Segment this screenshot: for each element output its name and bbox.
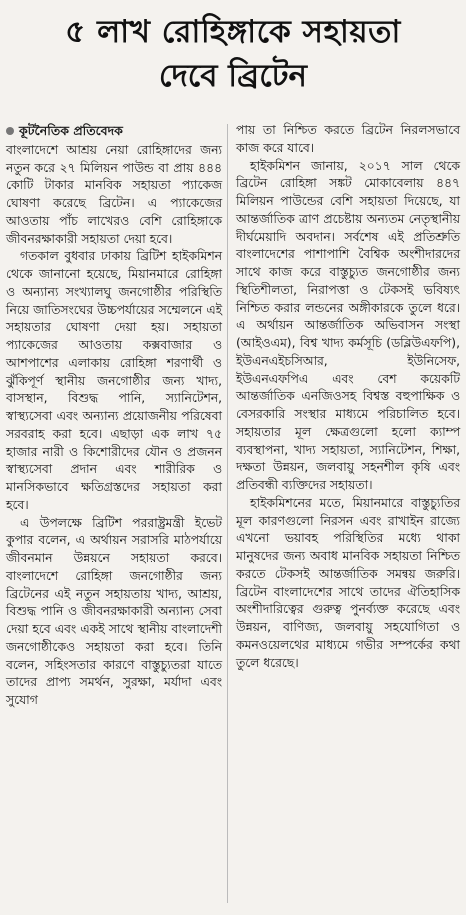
headline <box>0 10 466 98</box>
bottom-strip <box>0 903 466 915</box>
byline-text: কূটনৈতিক প্রতিবেদক <box>19 123 123 138</box>
bullet-icon <box>6 127 14 135</box>
paragraph: হাইকমিশন জানায়, ২০১৭ সাল থেকে ব্রিটেন রোহিঙ্গা সঙ্কট মোকাবেলায় ৪৪৭ মিলিয়ন পাউন্ডের বেশি সহায়তা দিয়েছে, যা আন্তর্জাতিক ত্রাণ প্রচেষ্টায় অন্যতম নেতৃস্থানীয় দীর্ঘমেয়াদি অবদান। সর্বশেষ এই প্রতিশ্রুতি বাংলাদেশের পাশাপাশি বৈশ্বিক অংশীদারদের সাথে কাজ করে বাস্তুচ্যুত জনগোষ্ঠীর জন্য স্থিতিশীলতা, নিরাপত্তা ও টেকসই ভবিষ্যৎ নিশ্চিত করার লন্ডনের অঙ্গীকারকে তুলে ধরে। এ অর্থায়ন আন্তর্জাতিক অভিবাসন সংস্থা (আইওএম), বিশ্ব খাদ্য কর্মসূচি (ডব্লিউএফপি), ইউএনএইচসিআর, ইউনিসেফ, ইউএনএফপিএ এবং বেশ কয়েকটি আন্তর্জাতিক এনজিওসহ বিশ্বস্ত বহুপাক্ষিক ও বেসরকারি সংস্থার মাধ্যমে পরিচালিত হবে। সহায়তার মূল ক্ষেত্রগুলো হলো ক্যাম্প ব্যবস্থাপনা, খাদ্য সহায়তা, স্যানিটেশন, শিক্ষা, দক্ষতা উন্নয়ন, জলবায়ু সহনশীল কৃষি এবং প্রতিবন্ধী ব্যক্তিদের সহায়তা। <box>236 158 460 492</box>
left-column <box>6 122 222 710</box>
byline <box>6 122 222 140</box>
paragraph: গতকাল বুধবার ঢাকায় ব্রিটিশ হাইকমিশন থেকে জানানো হয়েছে, মিয়ানমারে রোহিঙ্গা ও অন্যান্য সংখ্যালঘু জনগোষ্ঠীর পরিস্থিতি নিয়ে জাতিসংঘের উচ্চপর্যায়ের সম্মেলনে এই সহায়তার ঘোষণা দেয়া হয়। সহায়তা প্যাকেজের আওতায় কক্সবাজার ও আশপাশের এলাকায় রোহিঙ্গা শরণার্থী ও ঝুঁকিপূর্ণ স্থানীয় জনগোষ্ঠীর জন্য খাদ্য, বাসস্থান, বিশুদ্ধ পানি, স্যানিটেশন, স্বাস্থ্যসেবা এবং অন্যান্য প্রয়োজনীয় পরিষেবা সরবরাহ করা হবে। এছাড়া এক লাখ ৭৫ হাজার নারী ও কিশোরীদের যৌন ও প্রজনন স্বাস্থ্যসেবা প্রদান এবং শারীরিক ও মানসিকভাবে ক্ষতিগ্রস্তদের সহায়তা করা হবে। <box>6 249 222 512</box>
headline-line-2: দেবে ব্রিটেন <box>158 58 308 94</box>
right-column <box>236 122 460 672</box>
paragraph: এ উপলক্ষে ব্রিটিশ পররাষ্ট্রমন্ত্রী ইভেট কুপার বলেন, এ অর্থায়ন সরাসরি মাঠপর্যায়ে জীবনমান উন্নয়নে সহায়তা করবে। বাংলাদেশে রোহিঙ্গা জনগোষ্ঠীর জন্য ব্রিটেনের এই নতুন সহায়তায় খাদ্য, আশ্রয়, বিশুদ্ধ পানি ও জীবনরক্ষাকারী অন্যান্য সেবা দেয়া হবে এবং একই সাথে স্থানীয় বাংলাদেশী জনগোষ্ঠীকেও সহায়তা করা হবে। তিনি বলেন, সহিংসতার কারণে বাস্তুচ্যুতরা যাতে তাদের প্রাপ্য সমর্থন, সুরক্ষা, মর্যাদা এবং সুযোগ <box>6 515 222 707</box>
column-divider <box>227 124 228 904</box>
paragraph: পায় তা নিশ্চিত করতে ব্রিটেন নিরলসভাবে কাজ করে যাবে। <box>236 123 460 155</box>
headline-line-1: ৫ লাখ রোহিঙ্গাকে সহায়তা <box>65 14 401 50</box>
paragraph: বাংলাদেশে আশ্রয় নেয়া রোহিঙ্গাদের জন্য নতুন করে ২৭ মিলিয়ন পাউন্ড বা প্রায় ৪৪৪ কোটি টাকার মানবিক সহায়তা প্যাকেজ ঘোষণা করেছে ব্রিটেন। এ প্যাকেজের আওতায় পাঁচ লাখেরও বেশি রোহিঙ্গাকে জীবনরক্ষাকারী সহায়তা দেয়া হবে। <box>6 142 222 246</box>
paragraph: হাইকমিশনের মতে, মিয়ানমারে বাস্তুচ্যুতির মূল কারণগুলো নিরসন এবং রাখাইন রাজ্যে এখনো ভয়াবহ পরিস্থিতির মধ্যে থাকা মানুষদের জন্য অবাধ মানবিক সহায়তা নিশ্চিত করতে টেকসই আন্তর্জাতিক সমন্বয় জরুরি। ব্রিটেন বাংলাদেশের সাথে তাদের ঐতিহাসিক অংশীদারিত্বের গুরুত্ব পুনর্ব্যক্ত করেছে এবং উন্নয়ন, বাণিজ্য, জলবায়ু সহযোগিতা ও কমনওয়েলথের মাধ্যমে গভীর সম্পর্কের কথা তুলে ধরেছে। <box>236 495 460 670</box>
